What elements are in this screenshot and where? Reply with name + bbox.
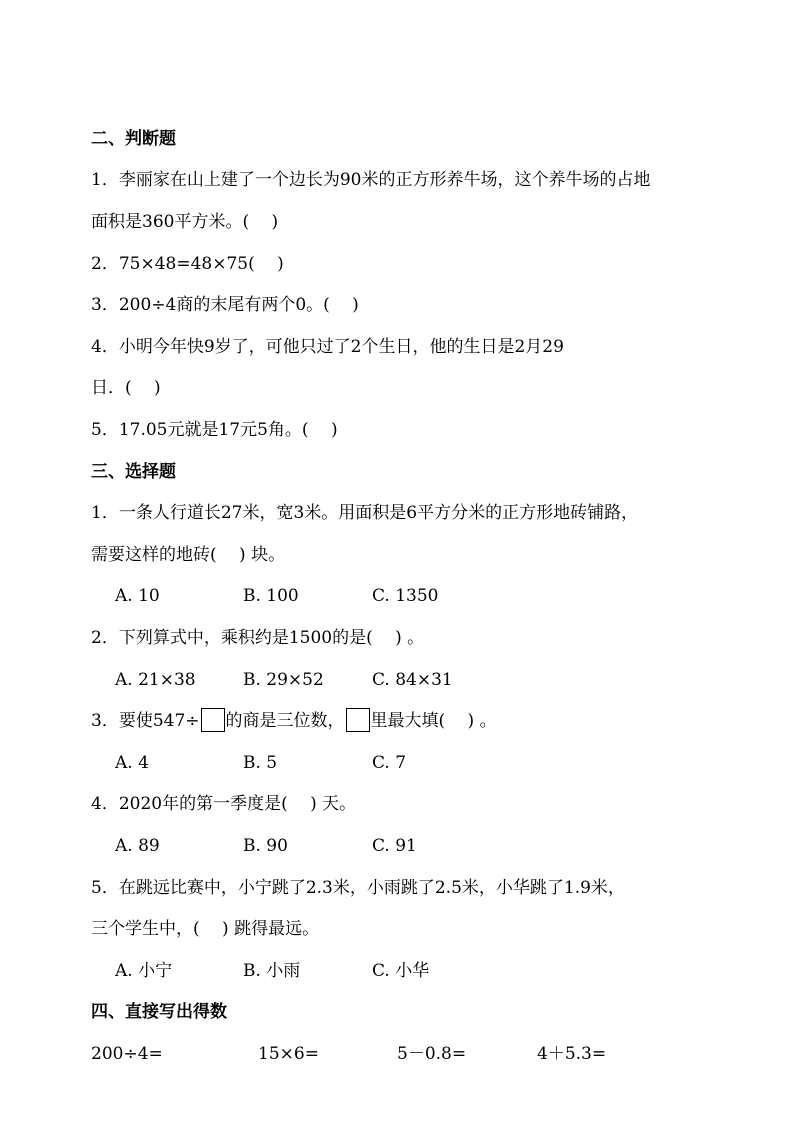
choice-q4: 4．2020年的第一季度是( ) 天。 [91,794,357,814]
judgement-q1-line2: 面积是360平方米。( ) [91,212,279,232]
choice-q4-option-b: B. 90 [243,836,288,856]
choice-q3-part1: 3．要使547÷ [91,711,200,731]
judgement-q1-line1: 1．李丽家在山上建了一个边长为90米的正方形养牛场，这个养牛场的占地 [91,170,651,190]
blank-box [346,708,370,732]
judgement-q3: 3．200÷4商的末尾有两个0。( ) [91,295,359,315]
choice-q2-option-b: B. 29×52 [243,670,324,690]
calc-item-3: 5－0.8= [397,1044,467,1064]
choice-q1-option-c: C. 1350 [372,586,439,606]
choice-q2-option-c: C. 84×31 [372,670,453,690]
choice-q3-option-a: A. 4 [115,753,149,773]
choice-q5-line1: 5．在跳远比赛中，小宁跳了2.3米，小雨跳了2.5米，小华跳了1.9米， [91,878,625,898]
judgement-q4-line1: 4．小明今年快9岁了，可他只过了2个生日，他的生日是2月29 [91,337,564,357]
choice-q2: 2．下列算式中，乘积约是1500的是( ) 。 [91,628,425,648]
choice-q5-option-c: C. 小华 [372,961,430,981]
choice-q3-option-b: B. 5 [243,753,278,773]
judgement-q4-line2: 日．( ) [91,378,161,398]
section-heading-choice: 三、选择题 [91,462,176,482]
choice-q3 [91,709,497,733]
judgement-q2: 2．75×48=48×75( ) [91,254,284,274]
choice-q5-option-a: A. 小宁 [115,961,173,981]
choice-q4-option-c: C. 91 [372,836,417,856]
choice-q1-line2: 需要这样的地砖( ) 块。 [91,545,286,565]
calc-item-4: 4＋5.3= [537,1044,607,1064]
choice-q1-option-a: A. 10 [115,586,160,606]
choice-q2-option-a: A. 21×38 [115,670,196,690]
choice-q5-option-b: B. 小雨 [243,961,301,981]
choice-q1-line1: 1．一条人行道长27米，宽3米。用面积是6平方分米的正方形地砖铺路， [91,503,639,523]
choice-q3-part3: 里最大填( ) 。 [370,711,497,731]
choice-q4-option-a: A. 89 [115,836,160,856]
calc-item-1: 200÷4= [91,1044,163,1064]
judgement-q5: 5．17.05元就是17元5角。( ) [91,420,338,440]
choice-q3-option-c: C. 7 [372,753,407,773]
blank-box [201,708,225,732]
choice-q1-option-b: B. 100 [243,586,299,606]
choice-q5-line2: 三个学生中，( ) 跳得最远。 [91,919,320,939]
section-heading-judgement: 二、判断题 [91,129,176,149]
section-heading-calculation: 四、直接写出得数 [91,1002,227,1022]
choice-q3-part2: 的商是三位数， [225,711,345,731]
calc-item-2: 15×6= [258,1044,319,1064]
